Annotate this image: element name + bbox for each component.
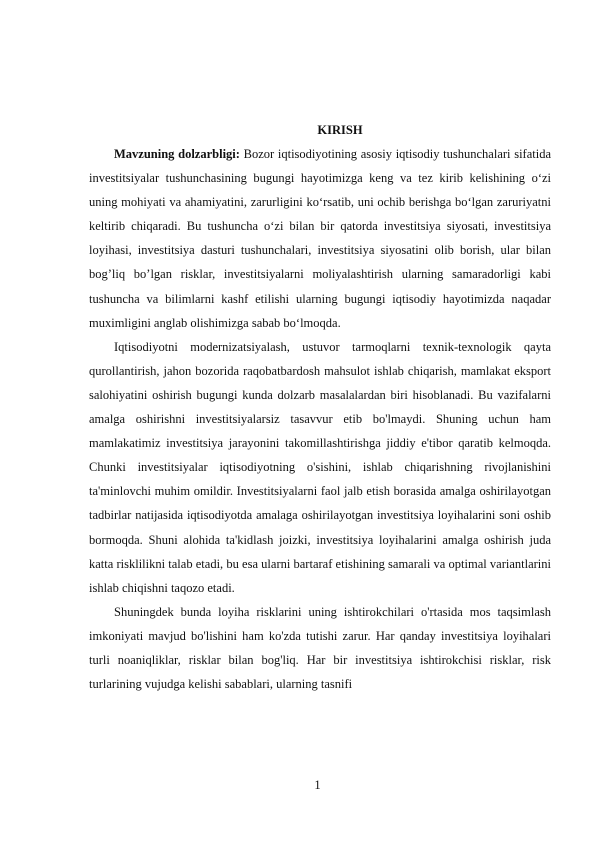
document-page xyxy=(89,118,551,696)
paragraph-relevance xyxy=(89,142,551,335)
relevance-label: Mavzuning dolzarbligi: xyxy=(114,147,240,161)
paragraph-modernization xyxy=(89,335,551,600)
paragraph-risks xyxy=(89,600,551,696)
paragraph-text: Shuningdek bunda loyiha risklarini uning ishtirokchilari o'rtasida mos taqsimlash imkoniyati mavjud bo'lishini ham ko'zda tutishi zarur. Har qanday investitsiya loyihalari turli noaniqliklar, risklar bilan bog'liq. Har bir investitsiya ishtirokchisi risklar, risk turlarining vujudga kelishi sabablari, ularning tasnifi xyxy=(89,604,551,692)
paragraph-text: Iqtisodiyotni modernizatsiyalash, ustuvor tarmoqlarni texnik-texnologik qayta qurollantirish, jahon bozorida raqobatbardosh mahsulot ishlab chiqarish, mamlakat eksport salohiyatini oshirish bugungi kunda dolzarb masalalardan biri hisoblanadi. Bu vazifalarni amalga oshirishni investitsiyalarsiz tasavvur etib bo'lmaydi. Shuning uchun ham mamlakatimiz investitsiya jarayonini takomillashtirishga jiddiy e'tibor qaratib kelmoqda. Chunki investitsiyalar iqtisodiyotning o'sishini, ishlab chiqarishning rivojlanishini ta'minlovchi muhim omildir. Investitsiyalarni faol jalb etish borasida amalga oshirilayotgan tadbirlar natijasida iqtisodiyotda amalaga oshirilayotgan investitsiya loyihalarini soni oshib bormoqda. Shuni alohida ta'kidlash joizki, investitsiya loyihalarini amalga oshirish juda katta risklilikni talab etadi, bu esa ularni bartaraf etishining samarali va optimal variantlarini ishlab chiqishni taqozo etadi. xyxy=(89,339,551,595)
section-heading: KIRISH xyxy=(317,123,363,137)
paragraph-text: Bozor iqtisodiyotining asosiy iqtisodiy tushunchalari sifatida investitsiyalar tushunchasining bugungi hayotimizga keng va tez kirib kelishining o‘zi uning mohiyati va ahamiyatini, zarurligini ko‘rsatib, uni ochib berishga bo‘lgan zaruriyatni keltirib chiqaradi. Bu tushuncha o‘zi bilan bir qatorda investitsiya siyosati, investitsiya loyihasi, investitsiya dasturi tushunchalari, investitsiya siyosatini olib borish, ular bilan bog’liq bo’lgan risklar, investitsiyalarni moliyalashtirish ularning samaradorligi kabi tushuncha va bilimlarni kashf etilishi ularning bugungi iqtisodiy hayotimizda naqadar muximligini anglab olishimizga sabab bo‘lmoqda. xyxy=(89,147,551,330)
page-number: 1 xyxy=(314,778,321,792)
